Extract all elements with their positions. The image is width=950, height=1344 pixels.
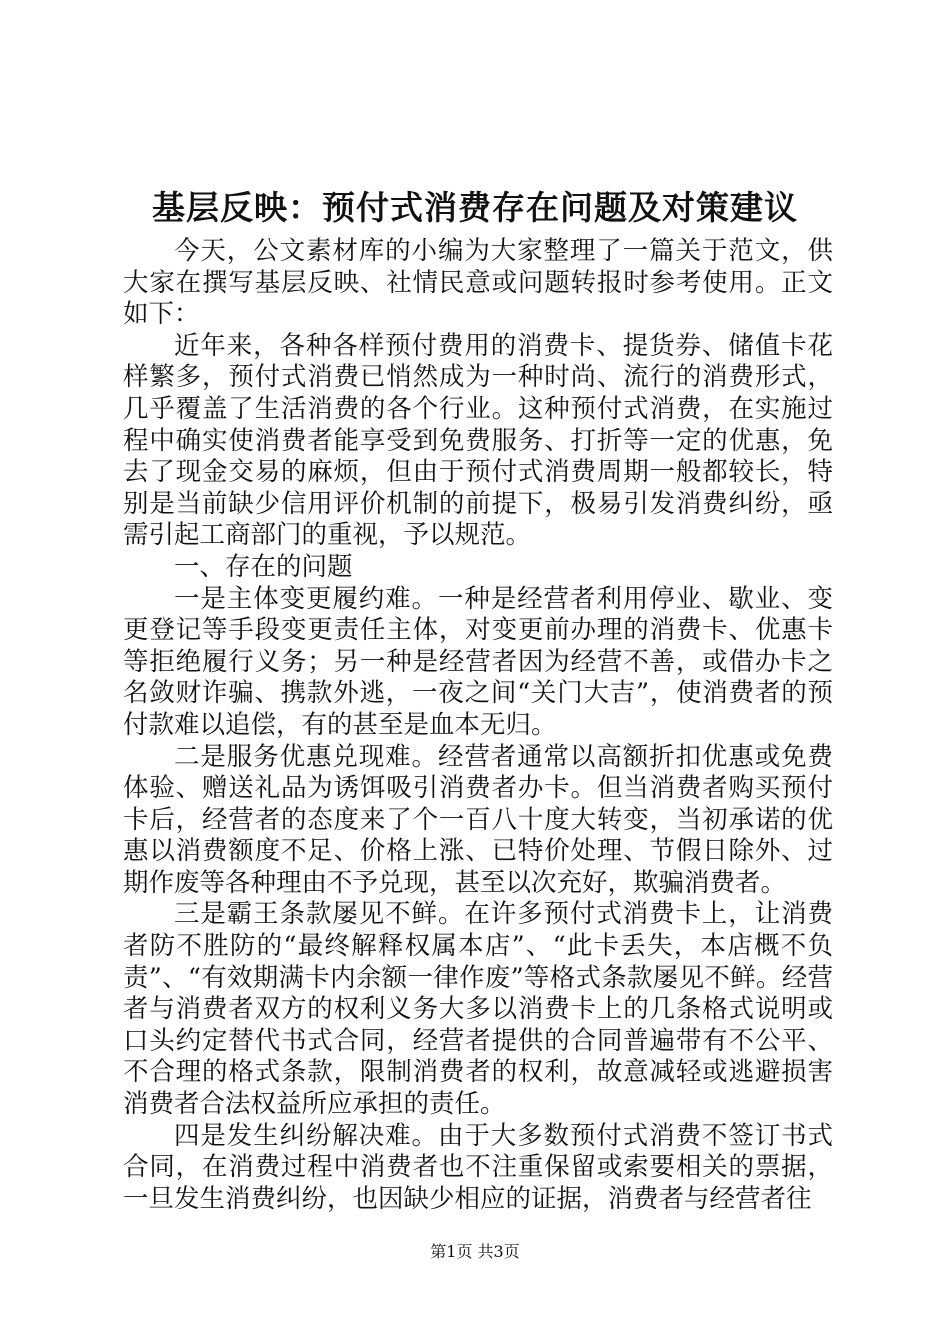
paragraph-intro: 今天，公文素材库的小编为大家整理了一篇关于范文，供大家在撰写基层反映、社情民意或问题转报时参考使用。正文如下： (123, 236, 833, 330)
paragraph-background: 近年来，各种各样预付费用的消费卡、提货券、储值卡花样繁多，预付式消费已悄然成为一种时尚、流行的消费形式，几乎覆盖了生活消费的各个行业。这种预付式消费，在实施过程中确实使消费者能享受到免费服务、打折等一定的优惠，免去了现金交易的麻烦，但由于预付式消费周期一般都较长，特别是当前缺少信用评价机制的前提下，极易引发消费纠纷，亟需引起工商部门的重视，予以规范。 (123, 330, 833, 551)
document-body (123, 236, 833, 1215)
paragraph-problem-2: 二是服务优惠兑现难。经营者通常以高额折扣优惠或免费体验、赠送礼品为诱饵吸引消费者办卡。但当消费者购买预付卡后，经营者的态度来了个一百八十度大转变，当初承诺的优惠以消费额度不足、价格上涨、已特价处理、节假日除外、过期作废等各种理由不予兑现，甚至以次充好，欺骗消费者。 (123, 741, 833, 898)
paragraph-problem-4: 四是发生纠纷解决难。由于大多数预付式消费不签订书式合同，在消费过程中消费者也不注重保留或索要相关的票据，一旦发生消费纠纷，也因缺少相应的证据，消费者与经营者往 (123, 1120, 833, 1214)
section-heading-problems: 一、存在的问题 (174, 551, 353, 582)
paragraph-problem-1: 一是主体变更履约难。一种是经营者利用停业、歇业、变更登记等手段变更责任主体，对变更前办理的消费卡、优惠卡等拒绝履行义务；另一种是经营者因为经营不善，或借办卡之名敛财诈骗、携款外逃，一夜之间“关门大吉”，使消费者的预付款难以追偿，有的甚至是血本无归。 (123, 583, 833, 740)
page-footer: 第1页 共3页 (430, 1242, 520, 1261)
paragraph-problem-3: 三是霸王条款屡见不鲜。在许多预付式消费卡上，让消费者防不胜防的“最终解释权属本店”、“此卡丢失，本店概不负责”、“有效期满卡内余额一律作废”等格式条款屡见不鲜。经营者与消费者双方的权利义务大多以消费卡上的几条格式说明或口头约定替代书式合同，经营者提供的合同普遍带有不公平、不合理的格式条款，限制消费者的权利，故意减轻或逃避损害消费者合法权益所应承担的责任。 (123, 899, 833, 1120)
document-title: 基层反映：预付式消费存在问题及对策建议 (152, 188, 798, 227)
